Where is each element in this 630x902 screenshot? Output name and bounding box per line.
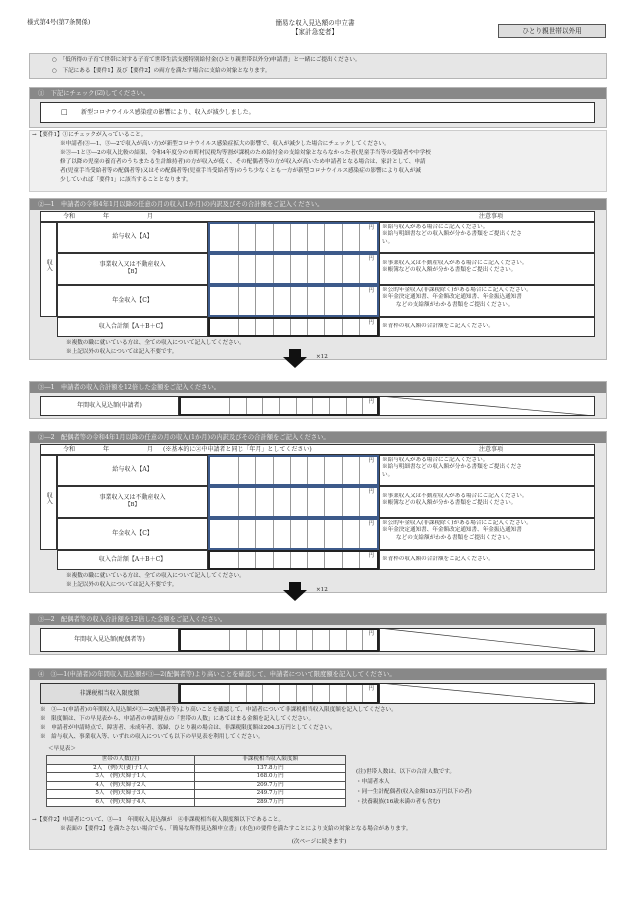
down-arrow-icon <box>289 349 301 357</box>
business-amount-input[interactable] <box>208 486 379 518</box>
pension-label-cell <box>57 518 208 550</box>
section-4-bar: ④ ③―1(申請者)の年間収入見込額が③―2(配偶者等)より高いことを確認して、申請者について限度額を記入してください。 <box>30 669 606 680</box>
yen-unit: 円 <box>368 553 374 559</box>
page-subtitle: 【家計急変者】 <box>291 28 339 36</box>
table-cell: 168.0万円 <box>195 773 346 782</box>
total-amount-input[interactable] <box>208 317 379 337</box>
section-3-1-bar: ③―1 申請者の収入合計額を12倍した金額をご記入ください。 <box>30 382 606 393</box>
quick-table-caption: ＜早見表＞ <box>48 746 76 752</box>
table-row <box>47 781 346 790</box>
household-count-note: (注)世帯人数は、以下の合計人数です。 <box>356 769 456 775</box>
household-count-note: ・扶養親族(16歳未満の者も含む) <box>356 799 441 805</box>
annual-applicant-label: 年間収入見込額(申請者) <box>77 402 142 409</box>
section-2-2-bar: ②―2 配偶者等の令和4年1月以降の任意の月の収入(1か月)の内訳及びその合計額をご記入ください。 <box>30 432 606 443</box>
unused-cell-hatch <box>379 683 595 704</box>
table-cell: 137.8万円 <box>195 764 346 773</box>
note-line: ※公的年金収入(非課税除く)がある場合にご記入ください。 <box>382 520 532 526</box>
business-label-cell <box>57 486 208 518</box>
total-note-cell <box>379 317 595 337</box>
note-line: ※帳簿などの収入額が分かる書類をご提出ください。 <box>382 267 517 274</box>
continued-label: (次ページに続きます) <box>291 839 347 845</box>
note-line: ※青枠の収入額の合計額をご記入ください。 <box>382 323 494 329</box>
covid-checkbox[interactable]: □ <box>61 108 68 116</box>
yen-unit: 円 <box>368 489 374 495</box>
req1-line: 少していれば「要件1」に該当することとなります。 <box>60 177 192 183</box>
salary-label-cell <box>57 222 208 253</box>
req1-line: →【要件1】①にチェックが入っていること。 <box>32 132 147 138</box>
section-1-bar: ① 下記にチェック(☑)してください。 <box>30 88 606 99</box>
total-label-cell <box>57 317 208 337</box>
pension-amount-input[interactable] <box>208 518 379 550</box>
era-label: 令和 <box>63 213 76 220</box>
pension-amount-input[interactable] <box>208 285 379 317</box>
limit-note: ※ 限度額は、下の早見表から、申請者の申請時点の「世帯の人数」にあてはまる金額を記入してください。 <box>40 716 315 722</box>
annual-applicant-input[interactable] <box>179 396 379 416</box>
total-label: 収入合計額【A＋B＋C】 <box>98 323 167 330</box>
note-line: ※事業収入又は不動産収入がある場合にご記入ください。 <box>382 493 528 499</box>
section-2-2-panel <box>29 431 607 593</box>
covid-check-label: 新型コロナウイルス感染症の影響により、収入が減少しました。 <box>81 109 255 116</box>
section-2-1-bar: ②―1 申請者の令和4年1月以降の任意の月の収入(1か月)の内訳及びその合計額をご記入ください。 <box>30 199 606 210</box>
total-amount-input[interactable] <box>208 550 379 570</box>
total-note-cell <box>379 550 595 570</box>
req1-line: ※③―1と③―2の収入比較の結果、令和4年度分の市町村民税均等割が課税のため給付金の支給対象とならなかった者(児童手当等の受給者や中学校 <box>60 150 431 156</box>
total-label: 収入合計額【A＋B＋C】 <box>98 556 167 563</box>
pension-note-cell <box>379 518 595 550</box>
limit-label-cell <box>40 683 179 704</box>
note-line: ※給与収入がある場合にご記入ください。 <box>382 457 489 463</box>
month-label: 月 <box>147 213 154 220</box>
note-line: ※年金決定通知書、年金額改定通知書、年金振込通知書 <box>382 294 522 301</box>
note-line: ※年金決定通知書、年金額改定通知書、年金振込通知書 <box>382 527 522 534</box>
pension-label: 年金収入【C】 <box>112 297 153 304</box>
business-sub: 【B】 <box>125 501 140 508</box>
section-3-2-bar: ③―2 配偶者等の収入合計額を12倍した金額をご記入ください。 <box>30 614 606 625</box>
note-line: などの支給額がわかる書類をご提出ください。 <box>396 301 514 308</box>
salary-amount-input[interactable] <box>208 455 379 486</box>
business-amount-input[interactable] <box>208 253 379 285</box>
pension-note-cell <box>379 285 595 317</box>
business-sub: 【B】 <box>125 268 140 275</box>
limit-amount-input[interactable] <box>179 683 379 704</box>
notes-header: 注意事項 <box>479 446 504 453</box>
req1-line: 者(児童手当受給者等の配偶者等)又はその配偶者等(児童手当受給者等)のうち少なくとも一方が新型コロナウイルス感染症の影響により収入が減 <box>60 168 421 174</box>
requirement-2-note: ※表面の【要件2】を満たさない場合でも、「簡易な所得見込額申立書」(水色)の要件を満たすことにより支給の対象となる場合があります。 <box>60 826 412 832</box>
limit-note: ※ ③―1(申請者)の年間収入見込額が③―2(配偶者等)より高いことを確認して、申請者について非課税相当収入限度額を記入してください。 <box>40 707 397 713</box>
note-line: ※帳簿などの収入額が分かる書類をご提出ください。 <box>382 500 517 507</box>
yen-unit: 円 <box>368 521 374 527</box>
section-4-panel <box>29 668 607 850</box>
multiplier-label: ×12 <box>316 587 328 593</box>
salary-amount-input[interactable] <box>208 222 379 253</box>
era-label: 令和 <box>63 446 76 453</box>
limit-note: ※ 申請者が申請時点で、障害者、未成年者、寡婦、ひとり親の場合は、非課税限度額は204.3万円としてください。 <box>40 725 336 731</box>
period-row <box>40 211 595 222</box>
business-note-cell <box>379 253 595 285</box>
yen-unit: 円 <box>368 288 374 294</box>
section-2-1-panel <box>29 198 607 360</box>
table-cell: 249.7万円 <box>195 790 346 799</box>
yen-unit: 円 <box>368 458 374 464</box>
table-row <box>47 790 346 799</box>
note-line: ※給与明細書などの収入額が分かる書類をご提出くださ <box>382 464 522 471</box>
salary-note-cell <box>379 455 595 486</box>
month-label: 月 <box>147 446 154 453</box>
business-label-cell <box>57 253 208 285</box>
footnote: ※上記以外の収入については記入不要です。 <box>66 582 178 588</box>
salary-label: 給与収入【A】 <box>112 466 153 473</box>
household-type-badge: ひとり親世帯以外用 <box>498 24 606 38</box>
table-cell: 2人 (例)夫(妻)子1人 <box>47 764 195 773</box>
note-line: い。 <box>382 238 394 245</box>
req1-line: ※申請者(③―1、③―2で収入が高い方)が新型コロナウイルス感染症拡大の影響で、収入が減少した場合にチェックしてください。 <box>60 141 390 147</box>
footnote: ※複数の職に就いている方は、全ての収入について記入してください。 <box>66 573 245 579</box>
section-1-panel <box>29 87 607 128</box>
table-cell: 3人 (例)夫婦子1人 <box>47 773 195 782</box>
annual-applicant-label-cell <box>40 396 179 416</box>
year-label: 年 <box>103 213 110 220</box>
salary-label: 給与収入【A】 <box>112 233 153 240</box>
table-row <box>47 764 346 773</box>
section-3-2-panel <box>29 613 607 655</box>
unused-cell-hatch <box>379 628 595 652</box>
table-header-row <box>47 756 346 765</box>
total-label-cell <box>57 550 208 570</box>
business-note-cell <box>379 486 595 518</box>
household-count-note: ・申請者本人 <box>356 779 390 785</box>
yen-unit: 円 <box>368 320 374 326</box>
year-label: 年 <box>103 446 110 453</box>
salary-label-cell <box>57 455 208 486</box>
household-count-note: ・同一生計配偶者(収入金額103万円以下の者) <box>356 789 472 795</box>
note-line: い。 <box>382 471 394 478</box>
note-line: ※給与収入がある場合にご記入ください。 <box>382 224 489 230</box>
unused-cell-hatch <box>379 396 595 416</box>
down-arrow-icon <box>289 582 301 590</box>
table-cell: 6人 (例)夫婦子4人 <box>47 798 195 807</box>
table-cell: 209.7万円 <box>195 781 346 790</box>
table-row <box>47 798 346 807</box>
intro-line: ○ 下記にある【要件1】及び【要件2】の両方を満たす場合に支給の対象となります。 <box>52 68 271 74</box>
table-header: 非課税相当収入限度額 <box>195 756 346 765</box>
table-cell: 289.7万円 <box>195 798 346 807</box>
pension-label: 年金収入【C】 <box>112 530 153 537</box>
notes-header: 注意事項 <box>479 213 504 220</box>
period-remark: (※基本的に②中申請者と同じ「年月」としてください) <box>163 446 312 453</box>
limit-note: ※ 給与収入、事業収入等、いずれの収入についても以下の早見表を利用してください。 <box>40 734 264 740</box>
footnote: ※複数の職に就いている方は、全ての収入について記入してください。 <box>66 340 245 346</box>
annual-spouse-label-cell <box>40 628 179 652</box>
down-arrow-head-icon <box>283 357 307 368</box>
intro-panel <box>29 53 607 79</box>
multiplier-label: ×12 <box>316 354 328 360</box>
annual-spouse-label: 年間収入見込額(配偶者等) <box>74 636 145 643</box>
note-line: ※青枠の収入額の合計額をご記入ください。 <box>382 556 494 562</box>
income-side-text: 収入 <box>45 259 53 272</box>
page-title: 簡易な収入見込額の申立書 <box>275 19 355 27</box>
limit-label: 非課税相当収入限度額 <box>79 690 140 697</box>
note-line: ※給与明細書などの収入額が分かる書類をご提出くださ <box>382 231 522 238</box>
salary-note-cell <box>379 222 595 253</box>
down-arrow-head-icon <box>283 590 307 601</box>
footnote: ※上記以外の収入については記入不要です。 <box>66 349 178 355</box>
yen-unit: 円 <box>368 631 374 637</box>
business-label: 事業収入又は不動産収入 <box>99 494 166 501</box>
form-number: 様式第4号(第7条関係) <box>27 19 91 26</box>
req1-line: 修了以降の児童の養育者のうちまたる生計維持者)の方が収入が低く、その配偶者等の方が収入が高いため申請者となる場合は、家計として、申請 <box>60 159 426 165</box>
annual-spouse-input[interactable] <box>179 628 379 652</box>
requirement-1-panel <box>29 130 607 192</box>
income-side-label <box>40 455 57 550</box>
table-header: 世帯の人数(注) <box>47 756 195 765</box>
yen-unit: 円 <box>368 225 374 231</box>
business-label: 事業収入又は不動産収入 <box>99 261 166 268</box>
period-row <box>40 444 595 455</box>
note-line: などの支給額がわかる書類をご提出ください。 <box>396 534 514 541</box>
table-cell: 5人 (例)夫婦子3人 <box>47 790 195 799</box>
yen-unit: 円 <box>368 256 374 262</box>
income-side-label <box>40 222 57 317</box>
yen-unit: 円 <box>368 399 374 405</box>
table-cell: 4人 (例)夫婦子2人 <box>47 781 195 790</box>
table-row <box>47 773 346 782</box>
intro-line: ○ 「低所得の子育て世帯に対する子育て世帯生活支援特別給付金(ひとり親世帯以外分)申請書」と一緒にご提出ください。 <box>52 57 361 63</box>
note-line: ※事業収入又は不動産収入がある場合にご記入ください。 <box>382 260 528 266</box>
covid-check-box <box>40 102 595 123</box>
quick-reference-table <box>46 755 346 807</box>
income-side-text: 収入 <box>45 492 53 505</box>
yen-unit: 円 <box>368 686 374 692</box>
note-line: ※公的年金収入(非課税除く)がある場合にご記入ください。 <box>382 287 532 293</box>
pension-label-cell <box>57 285 208 317</box>
section-3-1-panel <box>29 381 607 419</box>
requirement-2-text: →【要件2】申請者について、③―1 年間収入見込額が ④非課税相当収入限度額以下であること。 <box>32 817 285 823</box>
